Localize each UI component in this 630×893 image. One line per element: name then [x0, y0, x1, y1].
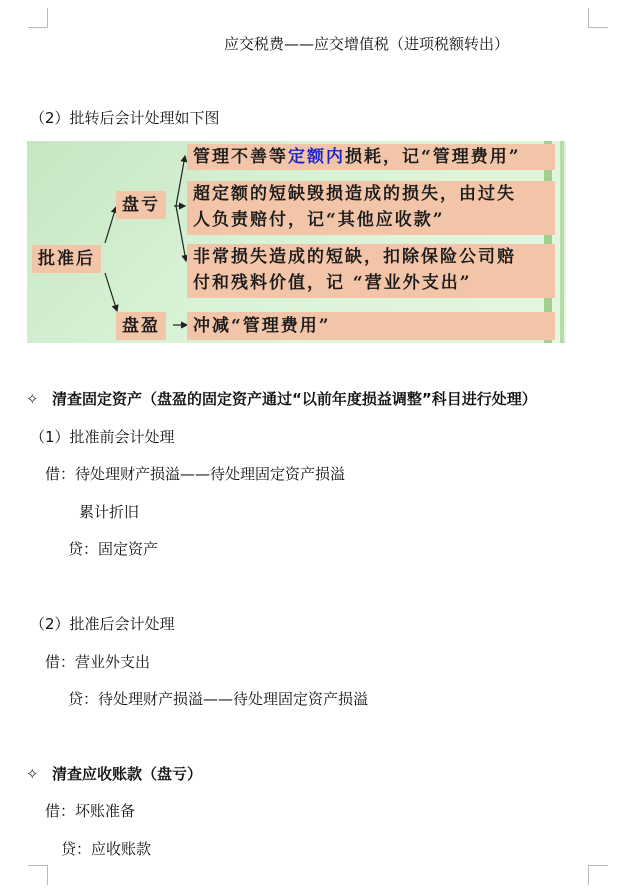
fixed-assets-heading — [26, 389, 537, 409]
node-after-approval: 批准后 — [32, 245, 101, 273]
before-approval-caption: （1）批准前会计处理 — [30, 428, 175, 446]
node-normal-loss — [187, 144, 555, 170]
before-debit-entry: 借：待处理财产损溢——待处理固定资产损溢 — [45, 465, 346, 483]
diamond-bullet-icon: ✧ — [26, 390, 39, 408]
after-debit-entry: 借：营业外支出 — [45, 653, 151, 671]
header-title: 应交税费——应交增值税（进项税额转出） — [224, 35, 510, 53]
normal-loss-prefix: 管理不善等 — [193, 147, 288, 167]
accounting-flow-diagram — [27, 141, 566, 343]
node-excess-loss — [187, 181, 555, 235]
receivables-debit-entry: 借：坏账准备 — [45, 802, 136, 820]
receivables-heading — [26, 764, 202, 784]
node-gain-offset: 冲减“管理费用” — [187, 312, 555, 340]
page-corner-mark-top-right — [588, 8, 608, 28]
normal-loss-highlight: 定额内 — [288, 147, 345, 167]
page-corner-mark-bottom-right — [588, 865, 608, 885]
normal-loss-suffix: 损耗，记“管理费用” — [345, 147, 521, 167]
before-debit-entry-2: 累计折旧 — [79, 503, 140, 521]
node-abnormal-loss — [187, 244, 555, 298]
abnormal-loss-line1: 非常损失造成的短缺，扣除保险公司赔 — [193, 247, 516, 267]
node-inventory-gain: 盘盈 — [116, 312, 166, 340]
excess-loss-line1: 超定额的短缺毁损造成的损失，由过失 — [193, 184, 516, 204]
fixed-assets-heading-text: 清查固定资产（盘盈的固定资产通过“以前年度损益调整”科目进行处理） — [52, 390, 537, 408]
page-corner-mark-bottom-left — [28, 865, 48, 885]
abnormal-loss-line2: 付和残料价值，记 “营业外支出” — [193, 273, 472, 293]
page-corner-mark-top-left — [28, 8, 48, 28]
after-credit-entry: 贷：待处理财产损溢——待处理固定资产损溢 — [68, 690, 369, 708]
excess-loss-line2: 人负责赔付，记“其他应收款” — [193, 210, 445, 230]
receivables-heading-text: 清查应收账款（盘亏） — [52, 765, 203, 783]
before-credit-entry: 贷：固定资产 — [68, 540, 159, 558]
diagram-caption: （2）批转后会计处理如下图 — [30, 109, 220, 127]
node-inventory-loss: 盘亏 — [116, 191, 166, 219]
receivables-credit-entry: 贷：应收账款 — [61, 840, 152, 858]
diamond-bullet-icon: ✧ — [26, 765, 39, 783]
after-approval-caption: （2）批准后会计处理 — [30, 615, 175, 633]
